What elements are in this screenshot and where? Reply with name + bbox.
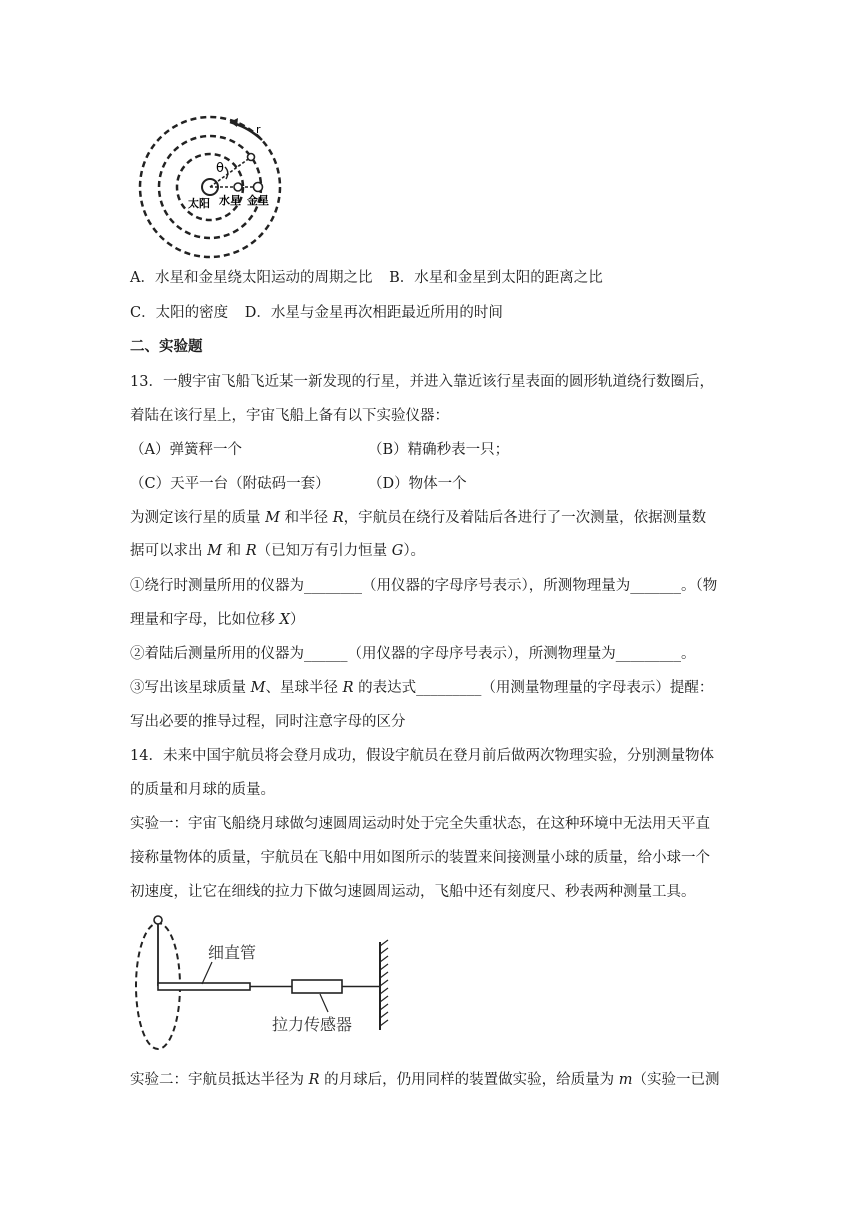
symbol-G: G: [391, 543, 404, 559]
venus-circle: [254, 183, 263, 192]
q14-experiment-1-a: 实验一：宇宙飞船绕月球做匀速圆周运动时处于完全失重状态，在这种环境中无法用天平直: [130, 816, 710, 832]
symbol-R: R: [332, 510, 344, 526]
q14-experiment-1-b: 接称量物体的质量，宇航员在飞船中用如图所示的装置来间接测量小球的质量，给小球一个: [130, 850, 710, 866]
q13-subquestion-1: ①绕行时测量所用的仪器为________（用仪器的字母序号表示），所测物理量为_______。（物: [130, 578, 718, 594]
thin-tube: [158, 983, 250, 990]
tube-label: 细直管: [208, 943, 257, 962]
venus-label: 金星: [247, 194, 269, 207]
symbol-X: X: [279, 612, 290, 628]
sensor-label: 拉力传感器: [272, 1015, 353, 1034]
apparatus-diagram: [130, 912, 420, 1057]
section-title: 二、实验题: [130, 338, 203, 355]
q14-experiment-2: 实验二：宇航员抵达半径为 R 的月球后，仍用同样的装置做实验，给质量为 m（实验一已测: [130, 1072, 720, 1088]
q13-line-5: 为测定该行星的质量 M 和半径 R，宇航员在绕行及着陆后各进行了一次测量，依据测量数: [130, 510, 707, 526]
q13-option-b: （B）精确秒表一只；: [368, 442, 510, 458]
q13-option-c: （C）天平一台（附砝码一套）: [130, 476, 330, 492]
q12-options-row1: [130, 268, 603, 288]
option-b: B．水星和金星到太阳的距离之比: [389, 270, 603, 286]
force-sensor: [292, 980, 342, 993]
orbit-diagram: [130, 100, 300, 260]
q13-subquestion-1-cont: 理量和字母，比如位移 X）: [130, 612, 305, 628]
symbol-M: M: [265, 510, 280, 526]
q13-subquestion-3-cont: 写出必要的推导过程，同时注意字母的区分: [130, 714, 406, 730]
ball-icon: [154, 916, 162, 924]
q13-line-6: 据可以求出 M 和 R（已知万有引力恒量 G）。: [130, 543, 426, 559]
mercury-label: 水星: [219, 194, 241, 207]
q14-line-1: 14．未来中国宇航员将会登月成功，假设宇航员在登月前后做两次物理实验，分别测量物体: [130, 748, 714, 764]
q13-option-a: （A）弹簧秤一个: [130, 442, 242, 458]
q13-option-d: （D）物体一个: [368, 476, 467, 492]
q12-options-row2: [130, 303, 503, 323]
q14-line-2: 的质量和月球的质量。: [130, 782, 275, 798]
q13-line-1: 13．一艘宇宙飞船飞近某一新发现的行星，并进入靠近该行星表面的圆形轨道绕行数圈后，: [130, 374, 714, 390]
q14-experiment-1-c: 初速度，让它在细线的拉力下做匀速圆周运动，飞船中还有刻度尺、秒表两种测量工具。: [130, 884, 696, 900]
q13-subquestion-3: ③写出该星球质量 M、星球半径 R 的表达式_________（用测量物理量的字母表示）提醒：: [130, 680, 714, 696]
theta-label: θ: [216, 161, 224, 176]
option-c: C．太阳的密度: [130, 305, 229, 321]
r-label: r: [256, 123, 261, 136]
option-a: A．水星和金星绕太阳运动的周期之比: [130, 270, 373, 286]
sun-label: 太阳: [188, 197, 210, 210]
option-d: D．水星与金星再次相距最近所用的时间: [244, 305, 503, 321]
symbol-m: m: [618, 1072, 633, 1088]
q13-subquestion-2: ②着陆后测量所用的仪器为______（用仪器的字母序号表示），所测物理量为_________。: [130, 646, 696, 662]
q13-line-2: 着陆在该行星上，宇宙飞船上备有以下实验仪器：: [130, 408, 449, 424]
mercury-circle: [234, 183, 242, 191]
symbol-R-moon: R: [308, 1072, 320, 1088]
